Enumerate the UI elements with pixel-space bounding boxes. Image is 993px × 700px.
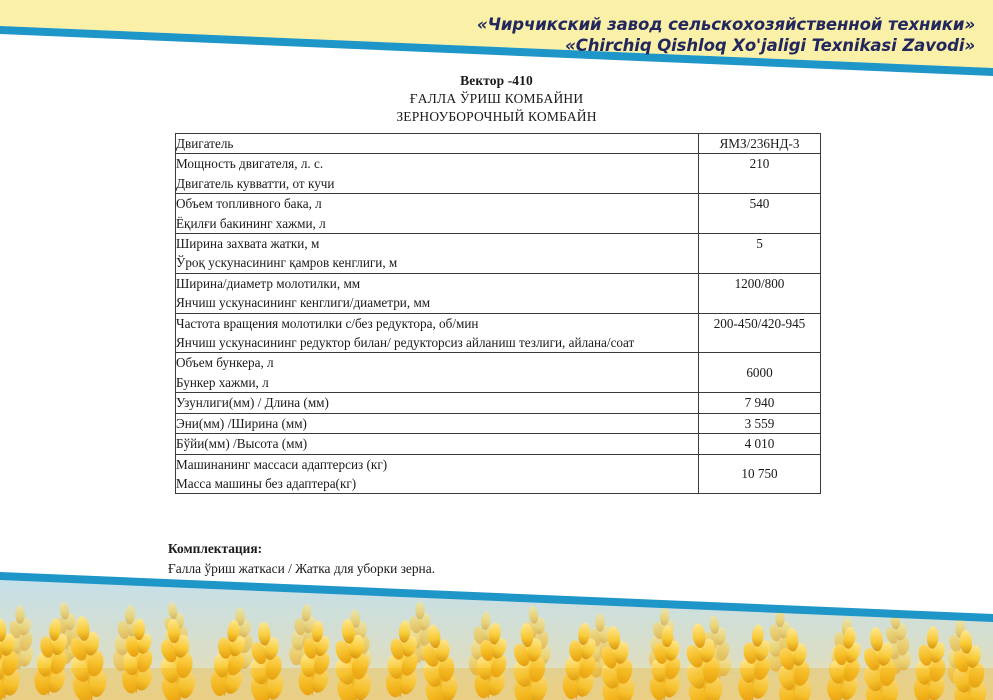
spec-value: 6000 xyxy=(746,365,773,381)
spec-value-cell xyxy=(699,234,821,274)
product-name-uz: ҒАЛЛА ЎРИШ КОМБАЙНИ xyxy=(409,91,584,107)
spec-label-line: Машинанинг массаси адаптерсиз (кг) xyxy=(176,456,388,472)
spec-value-cell xyxy=(699,454,821,494)
table-row xyxy=(176,313,821,353)
table-row xyxy=(176,393,821,413)
table-row xyxy=(176,154,821,194)
specification-table-body xyxy=(176,134,821,494)
table-row xyxy=(176,434,821,454)
spec-label-line: Частота вращения молотилки с/без редуктора, об/мин xyxy=(176,315,479,331)
wheat-decor-svg xyxy=(0,560,993,700)
spec-value-cell xyxy=(699,434,821,454)
spec-label-cell xyxy=(176,273,699,313)
table-row xyxy=(176,273,821,313)
table-row xyxy=(176,454,821,494)
spec-value: 10 750 xyxy=(741,466,778,482)
spec-value: 540 xyxy=(749,196,770,212)
company-name-uz: «Chirchiq Qishloq Xo'jaligi Texnikasi Zavodi» xyxy=(565,36,975,56)
spec-label-line: Бункер хажми, л xyxy=(176,374,269,390)
spec-value: 210 xyxy=(749,156,770,172)
spec-value-cell xyxy=(699,393,821,413)
document-title-block xyxy=(0,72,993,127)
table-row xyxy=(176,413,821,433)
spec-label-line: Масса машины без адаптера(кг) xyxy=(176,475,357,491)
spec-label-line: Янчиш ускунасининг редуктор билан/ редукторсиз айланиш тезлиги, айлана/соат xyxy=(176,335,635,351)
product-name-ru: ЗЕРНОУБОРОЧНЫЙ КОМБАЙН xyxy=(396,109,597,125)
page-header xyxy=(0,0,993,78)
spec-value: 4 010 xyxy=(744,436,775,452)
spec-label-line: Ширина захвата жатки, м xyxy=(176,236,320,252)
spec-label-line: Эни(мм) /Ширина (мм) xyxy=(176,415,307,431)
spec-value: 7 940 xyxy=(744,395,775,411)
spec-value-cell xyxy=(699,273,821,313)
spec-label-line: Янчиш ускунасининг кенглиги/диаметри, мм xyxy=(176,295,431,311)
spec-label-line: Ўроқ ускунасининг қамров кенглиги, м xyxy=(176,255,398,271)
spec-label-line: Двигатель xyxy=(176,136,234,151)
spec-value-cell xyxy=(699,313,821,353)
equipment-note-body: Ғалла ўриш жаткаси / Жатка для уборки зерна. xyxy=(168,561,435,577)
spec-value-cell xyxy=(699,413,821,433)
specification-table-wrapper xyxy=(175,133,818,494)
spec-value: 3 559 xyxy=(744,415,775,431)
spec-label-cell xyxy=(176,194,699,234)
spec-value-cell xyxy=(699,353,821,393)
product-model: Вектор -410 xyxy=(460,73,533,88)
spec-value-cell xyxy=(699,194,821,234)
spec-label-line: Двигатель кувватти, от кучи xyxy=(176,175,335,191)
table-row xyxy=(176,353,821,393)
spec-value: 200-450/420-945 xyxy=(713,315,806,331)
spec-label-cell xyxy=(176,454,699,494)
company-name-ru: «Чирчикский завод сельскохозяйственной техники» xyxy=(476,15,975,34)
spec-label-line: Объем топливного бака, л xyxy=(176,196,322,212)
spec-label-cell xyxy=(176,313,699,353)
table-row xyxy=(176,234,821,274)
spec-label-line: Ёқилғи бакининг хажми, л xyxy=(176,215,326,231)
spec-label-cell xyxy=(176,393,699,413)
spec-value-cell xyxy=(699,134,821,154)
spec-value: 5 xyxy=(756,236,763,252)
spec-label-line: Мощность двигателя, л. с. xyxy=(176,156,324,172)
spec-label-cell xyxy=(176,434,699,454)
spec-value: ЯМЗ/236НД-3 xyxy=(719,136,800,151)
equipment-note-heading: Комплектация: xyxy=(168,541,263,556)
spec-label-line: Ширина/диаметр молотилки, мм xyxy=(176,275,361,291)
table-row xyxy=(176,194,821,234)
spec-label-cell xyxy=(176,413,699,433)
spec-label-line: Объем бункера, л xyxy=(176,355,274,371)
wheat-field-decor xyxy=(0,560,993,700)
spec-label-line: Бўйи(мм) /Высота (мм) xyxy=(176,436,308,452)
spec-label-line: Узунлиги(мм) / Длина (мм) xyxy=(176,395,329,411)
spec-label-cell xyxy=(176,234,699,274)
table-row xyxy=(176,134,821,154)
specification-table xyxy=(175,133,821,494)
spec-label-cell xyxy=(176,154,699,194)
spec-label-cell xyxy=(176,353,699,393)
spec-label-cell xyxy=(176,134,699,154)
spec-value-cell xyxy=(699,154,821,194)
spec-value: 1200/800 xyxy=(734,275,785,291)
company-title-block xyxy=(477,14,975,56)
